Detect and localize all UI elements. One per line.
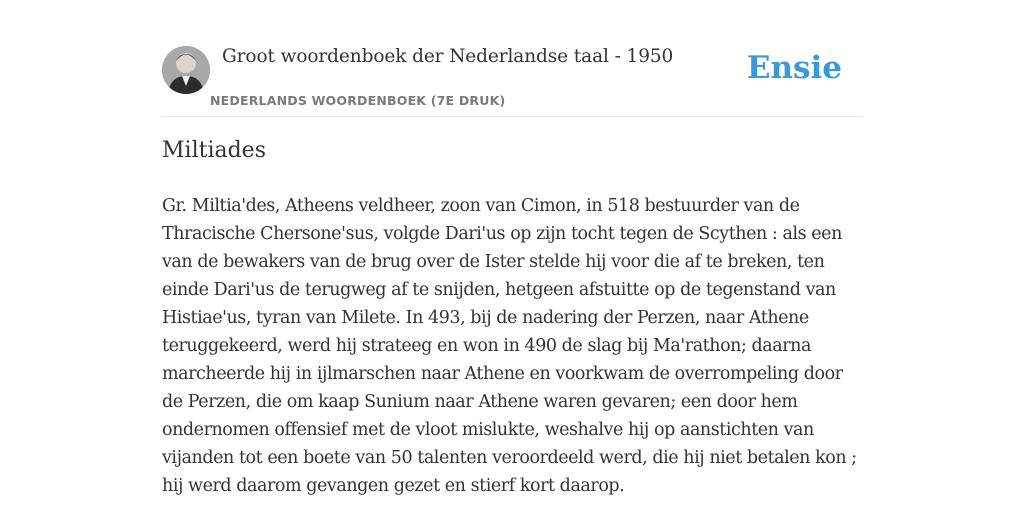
dictionary-title[interactable]: Groot woordenboek der Nederlandse taal - 1950 (222, 46, 674, 67)
entry-title: Miltiades (162, 138, 266, 163)
dictionary-header (162, 40, 862, 117)
ensie-logo[interactable]: Ensie (746, 50, 842, 86)
dictionary-edition-label[interactable]: NEDERLANDS WOORDENBOEK (7E DRUK) (210, 93, 506, 108)
author-portrait-icon[interactable] (162, 46, 210, 94)
entry-definition: Gr. Miltia'des, Atheens veldheer, zoon van Cimon, in 518 bestuurder van de Thracische Chersone'sus, volgde Dari'us op zijn tocht tegen de Scythen : als een van de bewakers van de brug over de Ister stelde hij voor die af te breken, ten einde Dari'us de terugweg af te snijden, hetgeen afstuitte op de tegenstand van Histiae'us, tyran van Milete. In 493, bij de nadering der Perzen, naar Athene teruggekeerd, werd hij strateeg en won in 490 de slag bij Ma'rathon; daarna marcheerde hij in ijlmarschen naar Athene en voorkwam de overrompeling door de Perzen, die om kaap Sunium naar Athene waren gevaren; een door hem ondernomen offensief met de vloot mislukte, weshalve hij op aanstichten van vijanden tot een boete van 50 talenten veroordeeld werd, die hij niet betalen kon ; hij werd daarom gevangen gezet en stierf kort daarop. (162, 196, 857, 496)
